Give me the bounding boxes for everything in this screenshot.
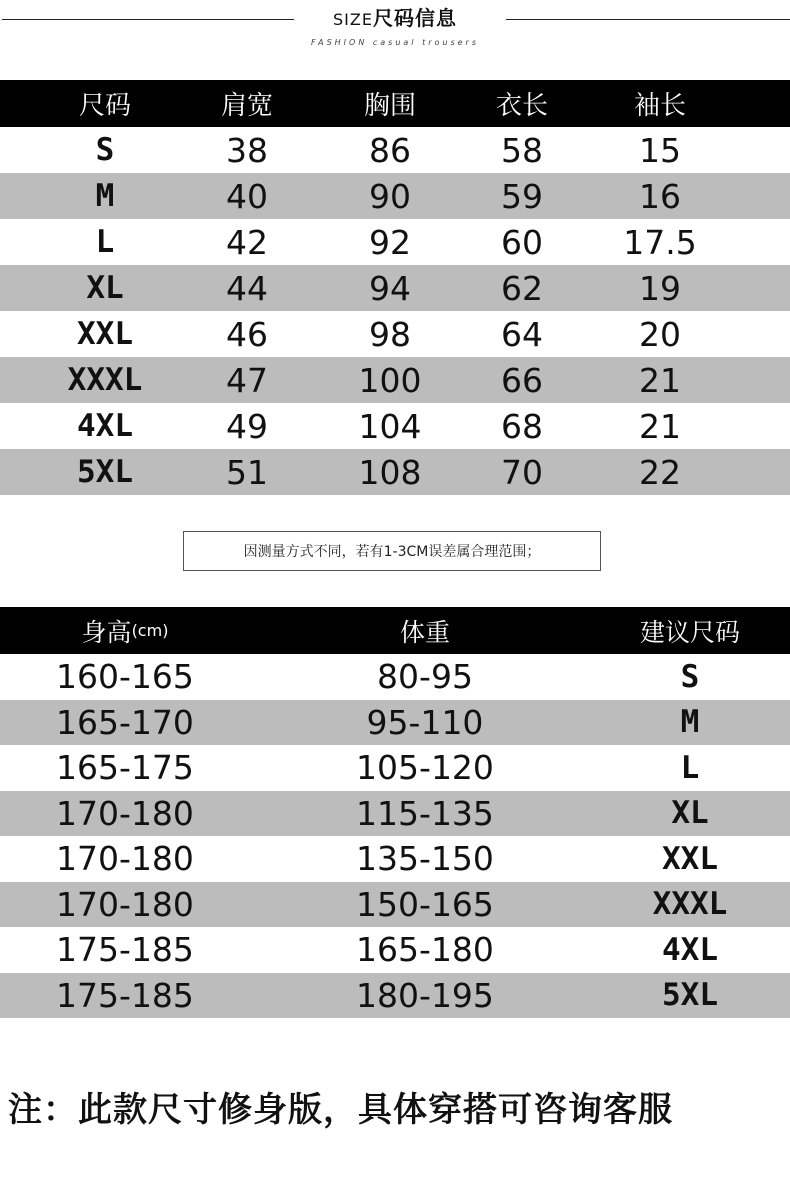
chest-cell: 108 [358,452,422,492]
suggested-size-cell: M [680,704,700,741]
size-table [0,80,790,495]
length-cell: 59 [501,176,543,216]
height-cell: 175-185 [56,930,194,970]
suggested-size-cell: 5XL [662,977,718,1014]
suggested-size-cell: L [680,749,700,786]
table-row [0,836,790,882]
weight-cell: 165-180 [356,930,494,970]
size-cell: 4XL [77,408,133,444]
height-cell: 165-170 [56,702,194,742]
page-title [0,2,790,31]
size-cell: XXXL [67,362,143,398]
page-header [0,0,790,60]
length-cell: 64 [501,314,543,354]
sleeve-cell: 21 [639,360,681,400]
column-header-suggested-size: 建议尺码 [639,617,740,647]
chest-cell: 92 [369,222,411,262]
footer-note: 注：此款尺寸修身版，具体穿搭可咨询客服 [8,1090,673,1130]
height-cell: 170-180 [56,839,194,879]
table-row [0,357,790,403]
sleeve-cell: 19 [639,268,681,308]
sleeve-cell: 21 [639,406,681,446]
sleeve-cell: 16 [639,176,681,216]
shoulder-cell: 38 [226,130,268,170]
length-cell: 70 [501,452,543,492]
shoulder-cell: 49 [226,406,268,446]
table-row [0,127,790,173]
chest-cell: 86 [369,130,411,170]
table-row [0,927,790,973]
weight-cell: 95-110 [366,702,484,742]
weight-cell: 115-135 [356,793,494,833]
table-row [0,449,790,495]
table-row [0,700,790,746]
table-row [0,882,790,928]
shoulder-cell: 44 [226,268,268,308]
suggested-size-cell: S [680,658,700,695]
length-cell: 66 [501,360,543,400]
length-cell: 60 [501,222,543,262]
sleeve-cell: 20 [639,314,681,354]
height-cell: 170-180 [56,884,194,924]
column-header-height-label: 身高 [81,617,132,647]
column-header-size: 尺码 [78,91,131,121]
height-cell: 175-185 [56,975,194,1015]
table-row [0,973,790,1019]
page-subtitle: FASHION casual trousers [310,38,480,47]
column-header-shoulder: 肩宽 [220,91,273,121]
measurement-note: 因测量方式不同，若有1-3CM误差属合理范围； [183,531,601,571]
weight-cell: 135-150 [356,839,494,879]
suggested-size-cell: 4XL [662,931,718,968]
height-cell: 160-165 [56,657,194,697]
size-cell: M [95,178,115,214]
chest-cell: 94 [369,268,411,308]
recommendation-table-header [0,607,790,654]
column-header-length: 衣长 [495,91,548,121]
table-row [0,745,790,791]
column-header-weight: 体重 [399,617,450,647]
table-row [0,654,790,700]
size-table-header [0,80,790,127]
shoulder-cell: 51 [226,452,268,492]
page-title-en: SIZE [333,10,373,29]
suggested-size-cell: XXL [662,840,718,877]
column-header-height [20,607,230,654]
shoulder-cell: 46 [226,314,268,354]
page-title-cn: 尺码信息 [372,6,457,30]
size-cell: L [95,224,115,260]
shoulder-cell: 40 [226,176,268,216]
suggested-size-cell: XL [671,795,709,832]
size-cell: 5XL [77,454,133,490]
column-header-height-unit: (cm) [131,621,169,640]
chest-cell: 100 [358,360,422,400]
table-row [0,265,790,311]
table-row [0,311,790,357]
sleeve-cell: 15 [639,130,681,170]
chest-cell: 98 [369,314,411,354]
sleeve-cell: 17.5 [623,222,697,262]
weight-cell: 105-120 [356,748,494,788]
weight-cell: 150-165 [356,884,494,924]
shoulder-cell: 42 [226,222,268,262]
table-row [0,173,790,219]
height-cell: 170-180 [56,793,194,833]
chest-cell: 90 [369,176,411,216]
column-header-chest: 胸围 [363,91,416,121]
size-cell: XL [86,270,124,306]
height-cell: 165-175 [56,748,194,788]
length-cell: 68 [501,406,543,446]
size-cell: XXL [77,316,133,352]
sleeve-cell: 22 [639,452,681,492]
weight-cell: 180-195 [356,975,494,1015]
length-cell: 58 [501,130,543,170]
size-cell: S [95,132,115,168]
table-row [0,791,790,837]
chest-cell: 104 [358,406,422,446]
column-header-sleeve: 袖长 [633,91,686,121]
shoulder-cell: 47 [226,360,268,400]
table-row [0,219,790,265]
weight-cell: 80-95 [377,657,473,697]
table-row [0,403,790,449]
recommendation-table [0,607,790,1018]
length-cell: 62 [501,268,543,308]
suggested-size-cell: XXXL [652,886,728,923]
